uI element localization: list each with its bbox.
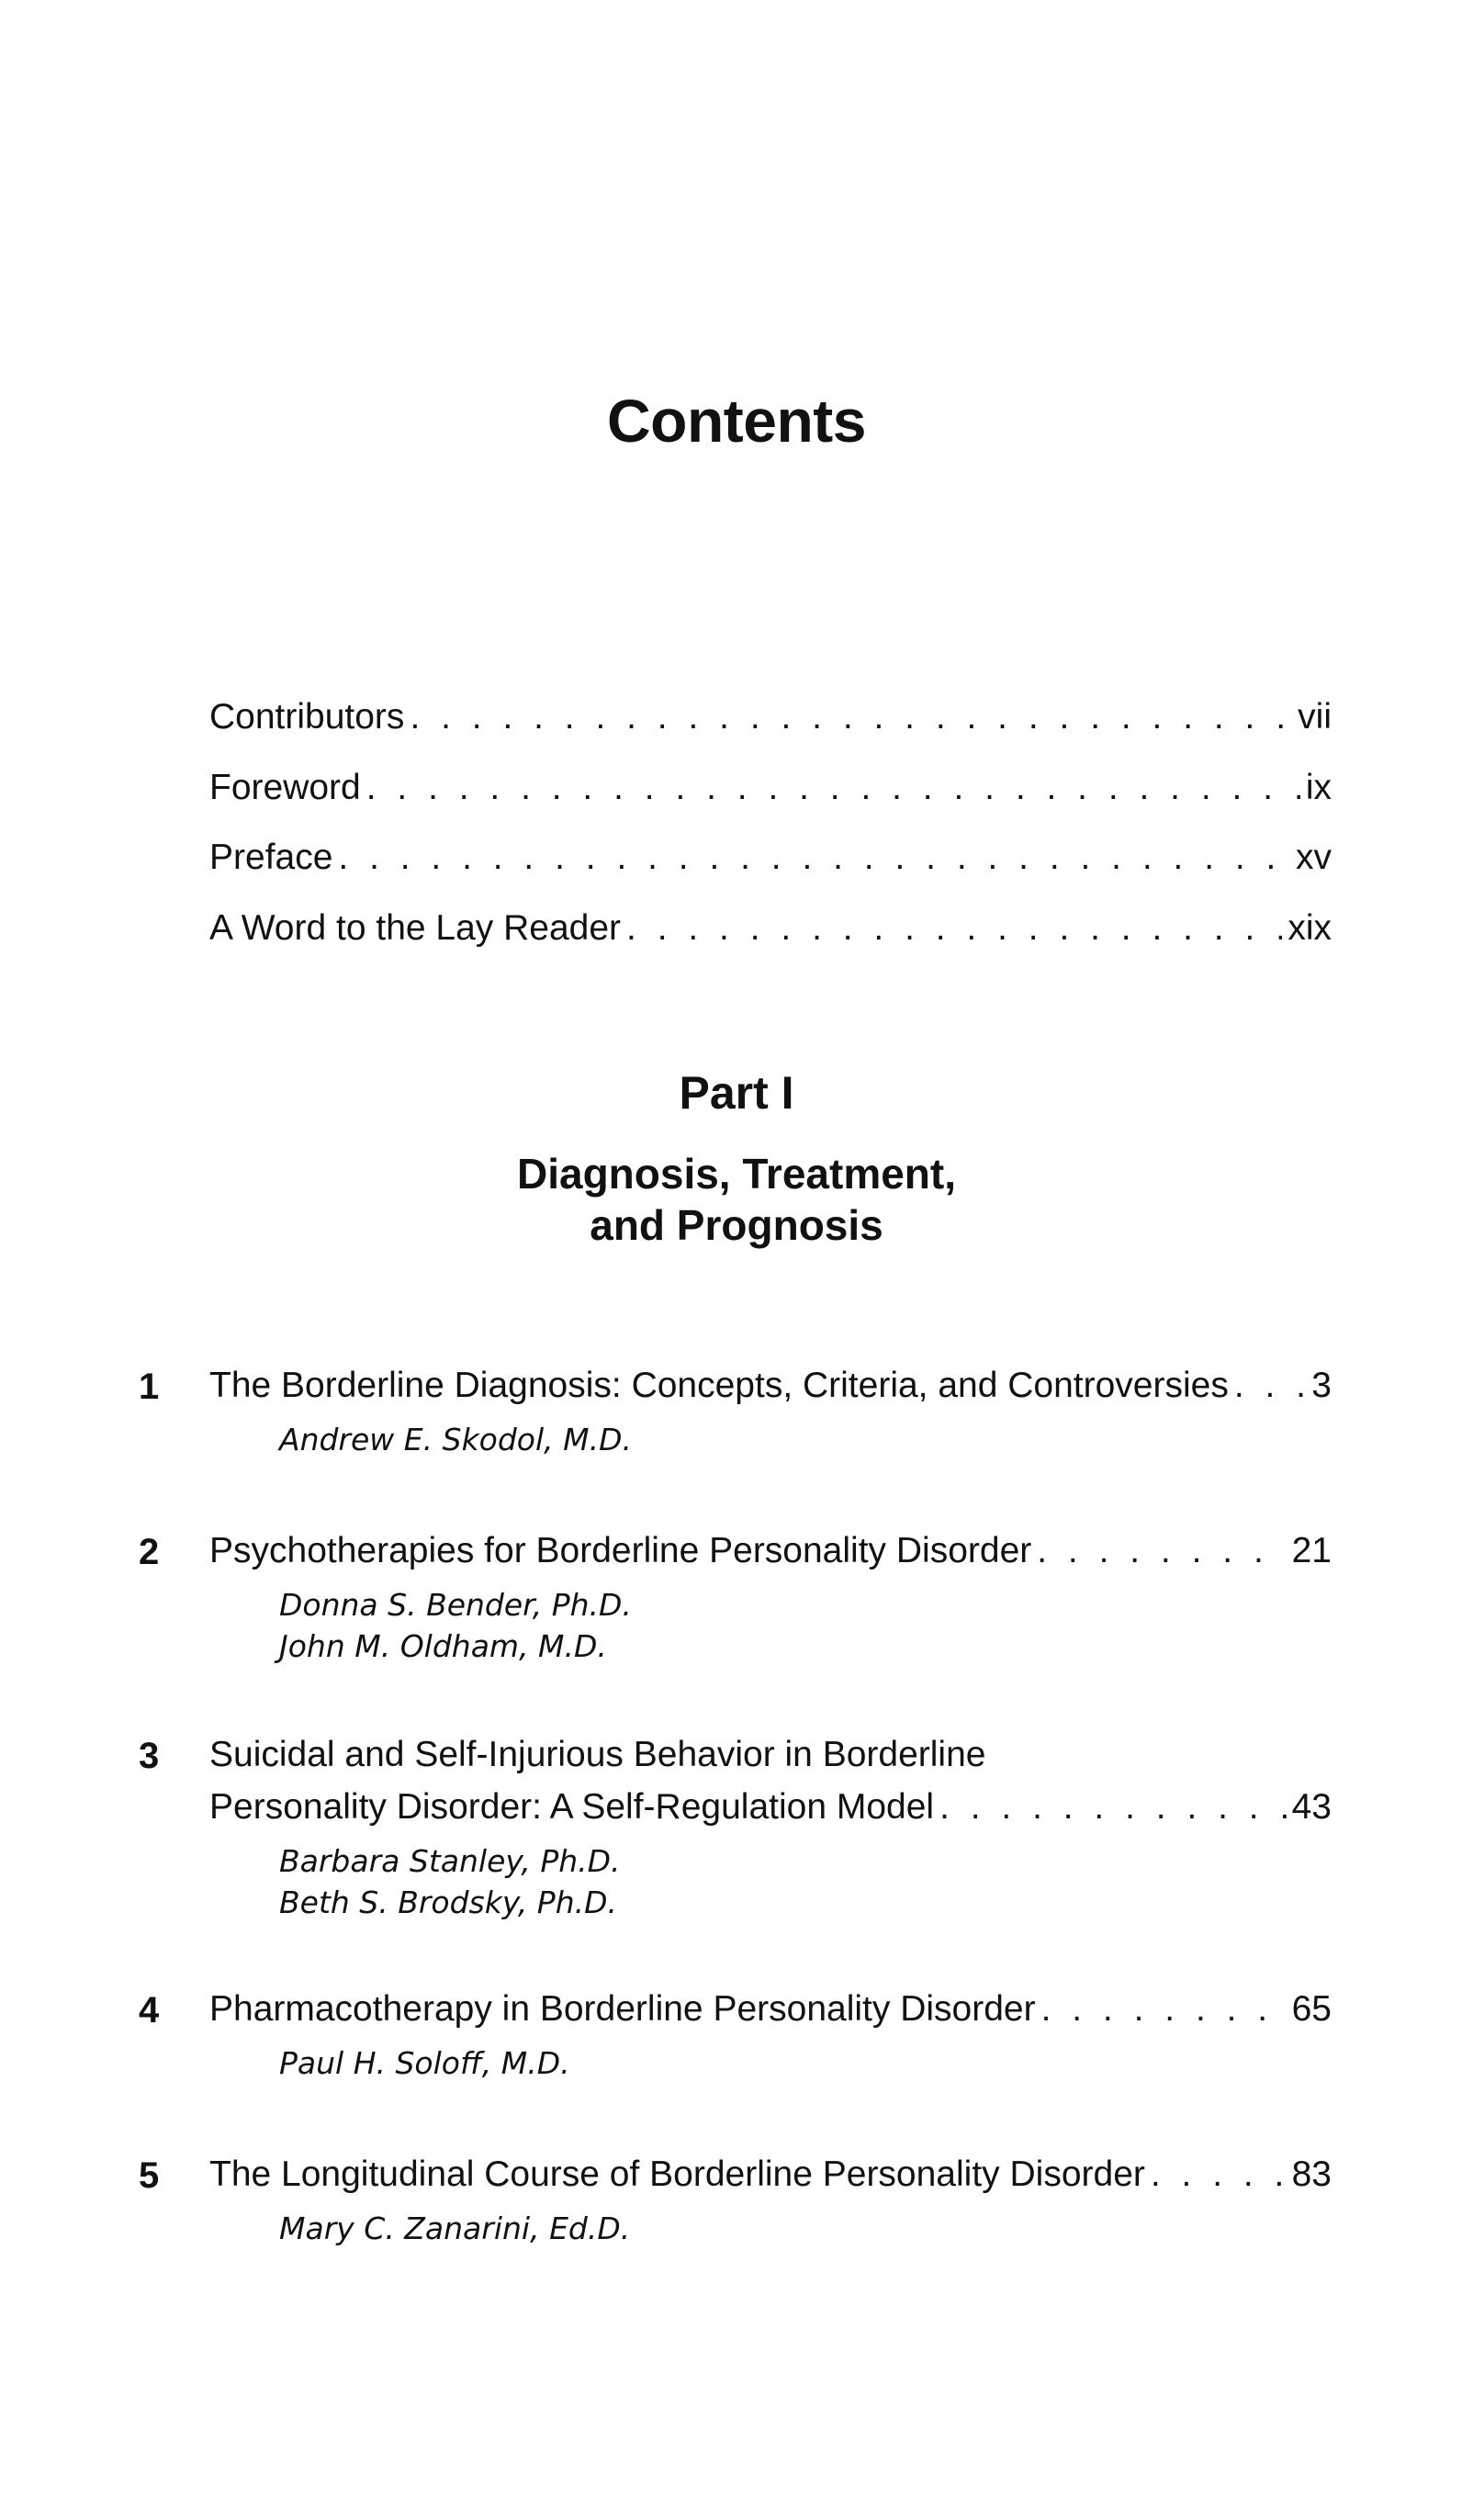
chapter-title: The Borderline Diagnosis: Concepts, Criteria, and Controversies xyxy=(209,1366,1229,1405)
dot-leader xyxy=(1151,2155,1287,2195)
entry-title: Foreword xyxy=(209,768,361,807)
front-matter-entry[interactable] xyxy=(209,769,1332,808)
author-name: Donna S. Bender, Ph.D. xyxy=(279,1586,632,1623)
dot-leader xyxy=(1037,1532,1286,1571)
chapter-page-number: 21 xyxy=(1291,1531,1332,1570)
part-title-line: and Prognosis xyxy=(590,1201,883,1250)
dot-leader xyxy=(1041,1990,1287,2030)
entry-title: Contributors xyxy=(209,697,405,737)
dot-leader xyxy=(626,909,1282,949)
page-title: Contents xyxy=(607,387,866,455)
part-label: Part I xyxy=(679,1067,794,1119)
entry-page-number: vii xyxy=(1298,697,1332,737)
chapter-page-number: 43 xyxy=(1291,1786,1332,1827)
chapter-authors xyxy=(279,1419,1332,1461)
chapter-number: 2 xyxy=(139,1532,160,1572)
author-name: Andrew E. Skodol, M.D. xyxy=(279,1421,633,1457)
dot-leader xyxy=(1234,1367,1306,1406)
entry-page-number: xix xyxy=(1287,908,1332,948)
chapter-title: Psychotherapies for Borderline Personality Disorder xyxy=(209,1531,1032,1570)
chapter-number: 4 xyxy=(139,1990,160,2031)
chapter-page-number: 65 xyxy=(1291,1989,1332,2029)
chapter-title-continued: Personality Disorder: A Self-Regulation Model xyxy=(209,1786,935,1827)
author-name: Mary C. Zanarini, Ed.D. xyxy=(279,2210,631,2246)
author-name: Barbara Stanley, Ph.D. xyxy=(279,1842,621,1879)
chapter-title: The Longitudinal Course of Borderline Personality Disorder xyxy=(209,2154,1145,2194)
dot-leader xyxy=(410,698,1292,737)
part-title-line: Diagnosis, Treatment, xyxy=(516,1150,956,1198)
entry-page-number: ix xyxy=(1305,768,1332,807)
chapter-authors xyxy=(279,2208,1332,2250)
chapter-number: 3 xyxy=(139,1736,160,1776)
chapter-number: 1 xyxy=(139,1367,160,1407)
chapter-authors xyxy=(279,2042,1332,2085)
dot-leader xyxy=(338,838,1290,878)
chapter-authors xyxy=(279,1840,1332,1924)
entry-title: Preface xyxy=(209,838,333,877)
chapter-page-number: 3 xyxy=(1311,1366,1332,1405)
front-matter-entry[interactable] xyxy=(209,838,1332,878)
author-name: Paul H. Soloff, M.D. xyxy=(279,2044,570,2081)
chapter-authors xyxy=(279,1584,1332,1668)
entry-title: A Word to the Lay Reader xyxy=(209,908,622,948)
chapter-number: 5 xyxy=(139,2155,160,2196)
chapter-title: Pharmacotherapy in Borderline Personality Disorder xyxy=(209,1989,1036,2029)
part-title xyxy=(0,1148,1473,1251)
front-matter-entry[interactable] xyxy=(209,698,1332,737)
dot-leader xyxy=(366,769,1300,808)
chapter-title: Suicidal and Self-Injurious Behavior in Borderline xyxy=(209,1735,986,1774)
entry-page-number: xv xyxy=(1296,838,1332,877)
author-name: Beth S. Brodsky, Ph.D. xyxy=(279,1884,618,1921)
front-matter-entry[interactable] xyxy=(209,909,1332,949)
dot-leader xyxy=(939,1788,1287,1828)
chapter-page-number: 83 xyxy=(1291,2154,1332,2194)
author-name: John M. Oldham, M.D. xyxy=(279,1628,607,1665)
